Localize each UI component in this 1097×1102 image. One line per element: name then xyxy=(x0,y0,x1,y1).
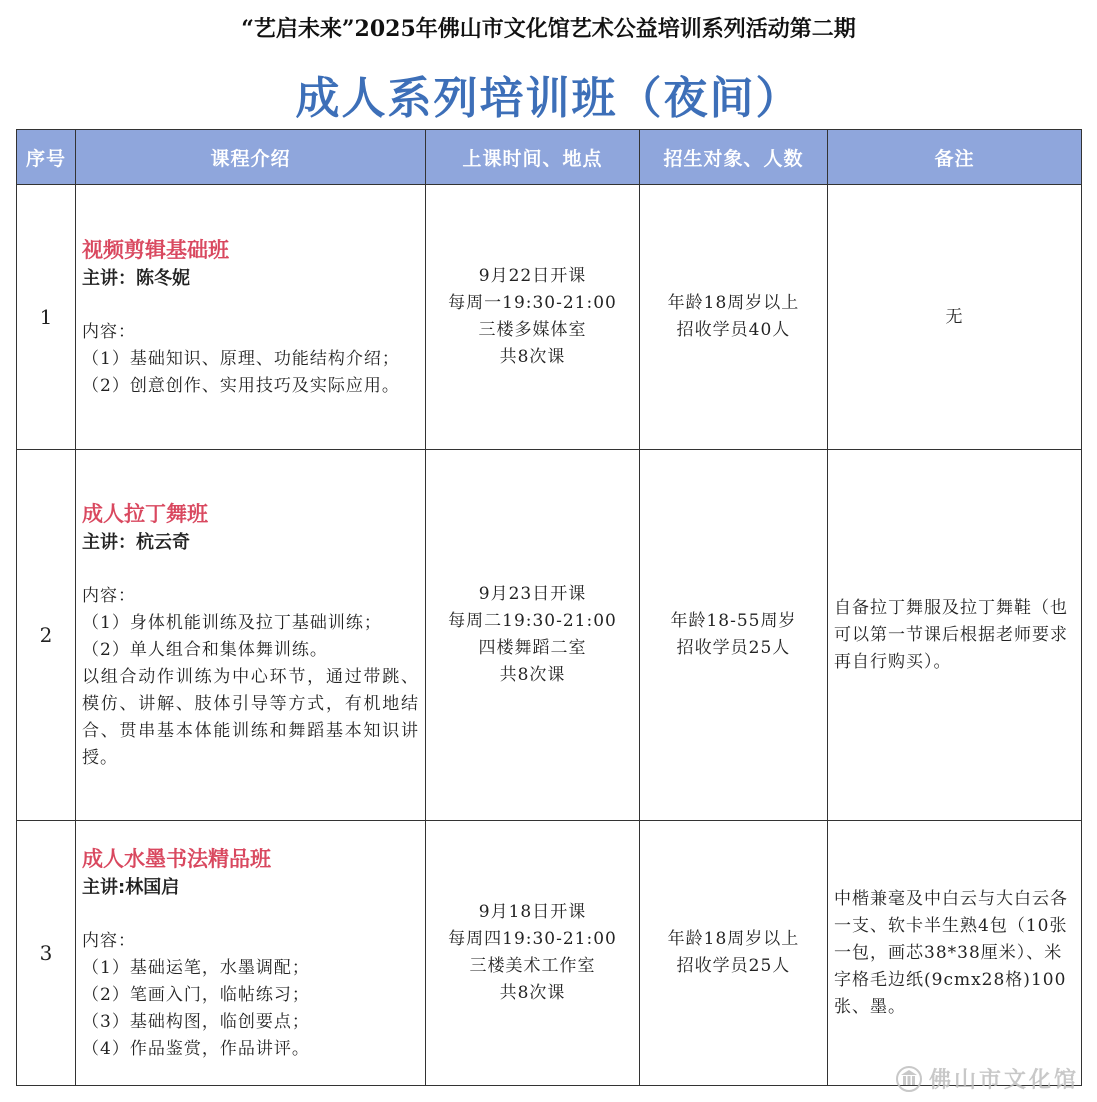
table-row xyxy=(17,450,1082,821)
location: 四楼舞蹈二室 xyxy=(478,638,587,658)
event-subtitle: “艺启未来”2025年佛山市文化馆艺术公益培训系列活动第二期 xyxy=(241,16,856,42)
column-header-number: 序号 xyxy=(17,130,76,185)
watermark xyxy=(895,1063,1079,1094)
content-paragraph: 以组合动作训练为中心环节，通过带跳、模仿、讲解、肢体引导等方式，有机地结合、贯串基本体能训练和舞蹈基本知识讲授。 xyxy=(82,666,419,768)
target-cell xyxy=(640,185,828,450)
lecturer: 主讲：陈冬妮 xyxy=(82,267,190,289)
note-cell: 中楷兼毫及中白云与大白云各一支、软卡半生熟4包（10张一包，画芯38*38厘米）、米字格毛边纸(9cmx28格)100张、墨。 xyxy=(828,821,1082,1086)
lecturer: 主讲：杭云奇 xyxy=(82,531,190,553)
age-requirement: 年龄18-55周岁 xyxy=(670,611,797,631)
weekly-time: 每周一19:30-21:00 xyxy=(448,293,617,313)
session-count: 共8次课 xyxy=(499,983,566,1003)
table-row xyxy=(17,185,1082,450)
note-cell: 自备拉丁舞服及拉丁舞鞋（也可以第一节课后根据老师要求再自行购买）。 xyxy=(828,450,1082,821)
table-row xyxy=(17,821,1082,1086)
schedule-cell xyxy=(426,821,640,1086)
target-cell xyxy=(640,821,828,1086)
row-number: 2 xyxy=(17,450,76,821)
course-name: 成人拉丁舞班 xyxy=(82,501,208,526)
start-date: 9月23日开课 xyxy=(478,584,587,604)
session-count: 共8次课 xyxy=(499,665,566,685)
column-header-time-place: 上课时间、地点 xyxy=(426,130,640,185)
content-item: （1）身体机能训练及拉丁基础训练； xyxy=(82,612,382,633)
row-number: 3 xyxy=(17,821,76,1086)
building-logo-icon xyxy=(895,1065,923,1093)
content-item: （2）单人组合和集体舞训练。 xyxy=(82,639,328,660)
table-header-row xyxy=(17,130,1082,185)
course-name: 成人水墨书法精品班 xyxy=(82,846,271,871)
lecturer: 主讲:林国启 xyxy=(82,876,180,898)
start-date: 9月22日开课 xyxy=(478,266,587,286)
schedule-cell xyxy=(426,185,640,450)
enrollment-count: 招收学员25人 xyxy=(676,638,791,658)
course-name: 视频剪辑基础班 xyxy=(82,237,229,262)
content-label: 内容： xyxy=(82,321,136,342)
start-date: 9月18日开课 xyxy=(478,902,587,922)
target-cell xyxy=(640,450,828,821)
content-item: （4）作品鉴赏，作品讲评。 xyxy=(82,1038,310,1059)
location: 三楼多媒体室 xyxy=(478,320,587,340)
content-item: （1）基础知识、原理、功能结构介绍； xyxy=(82,348,400,369)
course-description xyxy=(76,821,426,1086)
course-description xyxy=(76,450,426,821)
column-header-course: 课程介绍 xyxy=(76,130,426,185)
session-count: 共8次课 xyxy=(499,347,566,367)
schedule-cell xyxy=(426,450,640,821)
content-item: （2）笔画入门，临帖练习； xyxy=(82,984,310,1005)
watermark-text: 佛山市文化馆 xyxy=(928,1068,1079,1093)
content-label: 内容： xyxy=(82,930,136,951)
column-header-target: 招生对象、人数 xyxy=(640,130,828,185)
row-number: 1 xyxy=(17,185,76,450)
age-requirement: 年龄18周岁以上 xyxy=(667,293,800,313)
weekly-time: 每周四19:30-21:00 xyxy=(448,929,617,949)
content-item: （1）基础运笔，水墨调配； xyxy=(82,957,310,978)
content-item: （2）创意创作、实用技巧及实际应用。 xyxy=(82,375,400,396)
content-label: 内容： xyxy=(82,585,136,606)
course-description xyxy=(76,185,426,450)
note-cell: 无 xyxy=(828,185,1082,450)
content-item: （3）基础构图，临创要点； xyxy=(82,1011,310,1032)
enrollment-count: 招收学员40人 xyxy=(676,320,791,340)
column-header-note: 备注 xyxy=(828,130,1082,185)
course-table xyxy=(16,129,1082,1086)
page-title: 成人系列培训班（夜间） xyxy=(295,73,802,124)
location: 三楼美术工作室 xyxy=(469,956,596,976)
enrollment-count: 招收学员25人 xyxy=(676,956,791,976)
weekly-time: 每周二19:30-21:00 xyxy=(448,611,617,631)
age-requirement: 年龄18周岁以上 xyxy=(667,929,800,949)
